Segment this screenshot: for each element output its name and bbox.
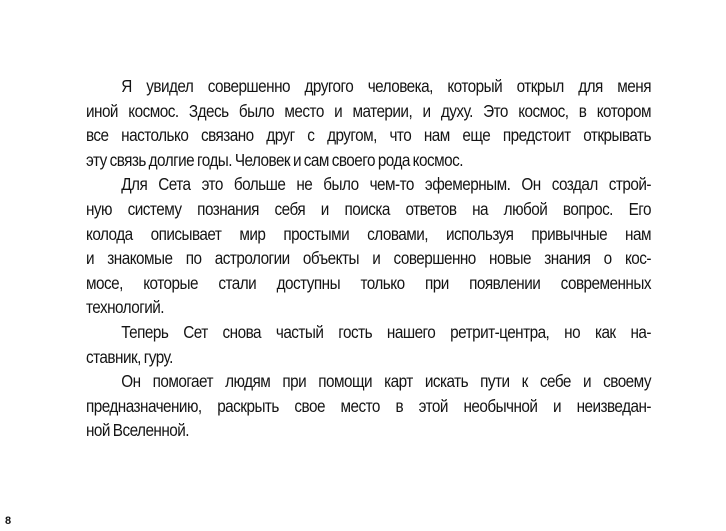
paragraph-4	[86, 369, 651, 443]
text-line: мосе, которые стали доступны только при появлении современных	[86, 272, 651, 293]
body-text	[86, 74, 651, 443]
text-line: колода описывает мир простыми словами, используя привычные нам	[86, 223, 651, 244]
paragraph-1	[86, 74, 651, 172]
text-line: и знакомые по астрологии объекты и совершенно новые знания о кос-	[86, 248, 651, 269]
text-line: Теперь Сет снова частый гость нашего ретрит-центра, но как на-	[121, 321, 651, 342]
paragraph-2	[86, 172, 651, 320]
paragraph-3	[86, 320, 651, 369]
text-line: Я увидел совершенно другого человека, который открыл для меня	[121, 76, 651, 96]
text-line: эту связь долгие годы. Человек и сам своего рода космос.	[86, 149, 463, 170]
text-line: иной космос. Здесь было место и материи, и духу. Это космос, в котором	[86, 100, 651, 121]
text-line: ную систему познания себя и поиска ответов на любой вопрос. Его	[86, 198, 651, 219]
text-line: предназначению, раскрыть свое место в этой необычной и неизведан-	[86, 395, 651, 416]
text-line: Он помогает людям при помощи карт искать пути к себе и своему	[121, 371, 651, 392]
text-line: все настолько связано друг с другом, что нам еще предстоит открывать	[86, 125, 651, 146]
page-number: 8	[5, 515, 12, 527]
text-line: ной Вселенной.	[86, 420, 190, 441]
text-line: технологий.	[86, 297, 165, 318]
text-line: ставник, гуру.	[86, 346, 173, 367]
text-line: Для Сета это больше не было чем-то эфемерным. Он создал строй-	[121, 174, 651, 195]
